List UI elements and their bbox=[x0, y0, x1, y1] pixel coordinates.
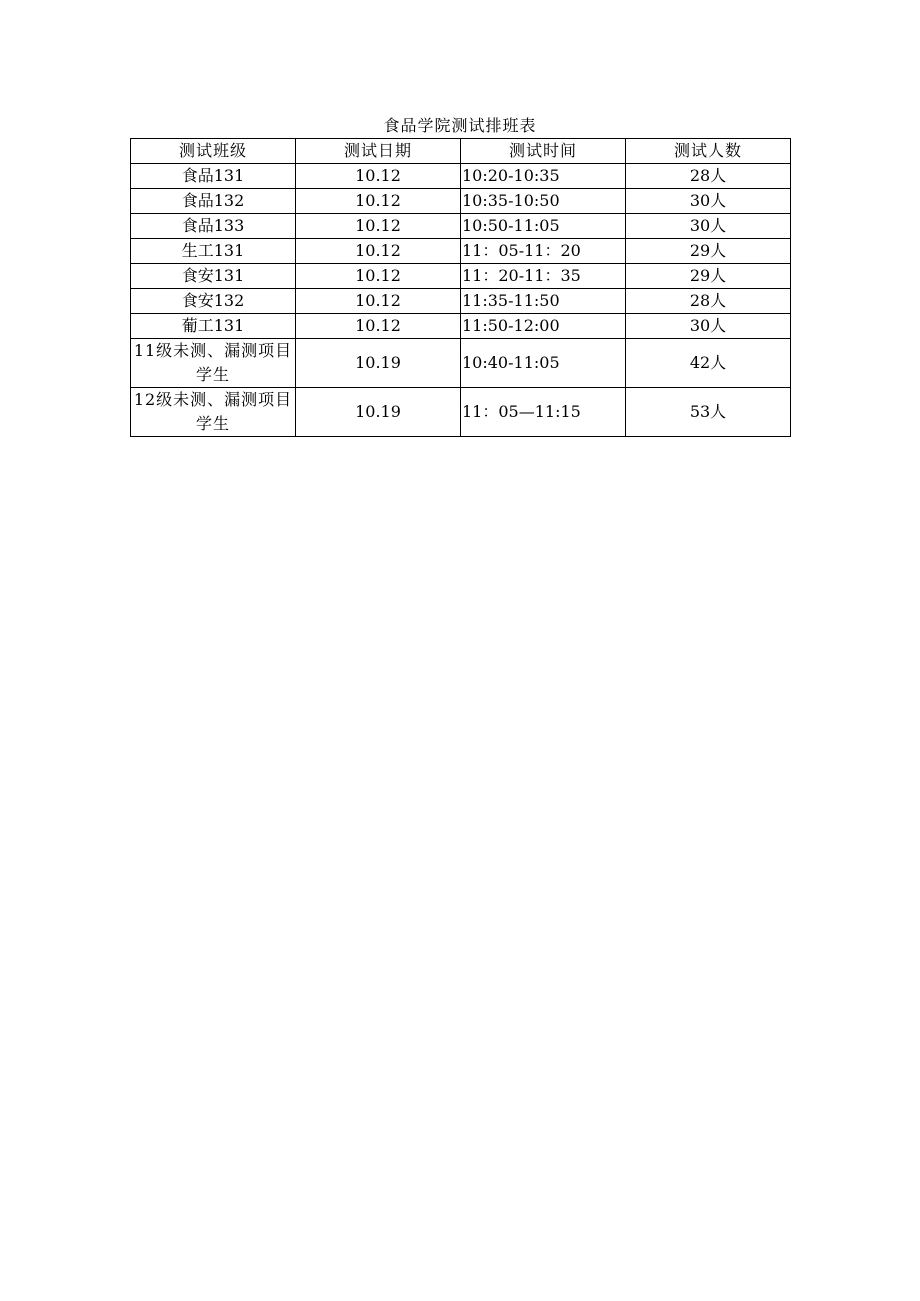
cell-class: 生工131 bbox=[131, 239, 296, 264]
page-title: 食品学院测试排班表 bbox=[383, 116, 537, 135]
cell-class: 食品133 bbox=[131, 214, 296, 239]
cell-date: 10.12 bbox=[296, 314, 461, 339]
cell-count: 28人 bbox=[626, 164, 791, 189]
header-date: 测试日期 bbox=[296, 139, 461, 164]
header-count: 测试人数 bbox=[626, 139, 791, 164]
cell-count: 29人 bbox=[626, 239, 791, 264]
cell-time: 10:20-10:35 bbox=[461, 164, 626, 189]
cell-date: 10.12 bbox=[296, 289, 461, 314]
cell-date: 10.12 bbox=[296, 264, 461, 289]
table-row bbox=[131, 388, 791, 437]
cell-class: 食安131 bbox=[131, 264, 296, 289]
header-class: 测试班级 bbox=[131, 139, 296, 164]
table-row bbox=[131, 289, 791, 314]
schedule-table bbox=[130, 138, 791, 437]
table-row bbox=[131, 164, 791, 189]
cell-count: 28人 bbox=[626, 289, 791, 314]
table-row bbox=[131, 339, 791, 388]
cell-class: 食安132 bbox=[131, 289, 296, 314]
cell-count: 29人 bbox=[626, 264, 791, 289]
cell-class: 11级未测、漏测项目学生 bbox=[131, 339, 296, 388]
cell-time: 11:35-11:50 bbox=[461, 289, 626, 314]
table-header-row bbox=[131, 139, 791, 164]
cell-time: 10:35-10:50 bbox=[461, 189, 626, 214]
cell-date: 10.19 bbox=[296, 388, 461, 437]
cell-time: 11：05—11:15 bbox=[461, 388, 626, 437]
cell-time: 10:50-11:05 bbox=[461, 214, 626, 239]
cell-date: 10.12 bbox=[296, 214, 461, 239]
table-row bbox=[131, 239, 791, 264]
table-row bbox=[131, 214, 791, 239]
cell-time: 11:50-12:00 bbox=[461, 314, 626, 339]
cell-class: 食品131 bbox=[131, 164, 296, 189]
cell-count: 42人 bbox=[626, 339, 791, 388]
cell-date: 10.19 bbox=[296, 339, 461, 388]
table-row bbox=[131, 314, 791, 339]
cell-count: 30人 bbox=[626, 214, 791, 239]
cell-count: 30人 bbox=[626, 189, 791, 214]
cell-count: 53人 bbox=[626, 388, 791, 437]
cell-time: 11：20-11：35 bbox=[461, 264, 626, 289]
header-time: 测试时间 bbox=[461, 139, 626, 164]
table-row bbox=[131, 189, 791, 214]
cell-date: 10.12 bbox=[296, 189, 461, 214]
cell-time: 11：05-11：20 bbox=[461, 239, 626, 264]
cell-time: 10:40-11:05 bbox=[461, 339, 626, 388]
cell-class: 12级未测、漏测项目学生 bbox=[131, 388, 296, 437]
table-row bbox=[131, 264, 791, 289]
cell-class: 食品132 bbox=[131, 189, 296, 214]
cell-date: 10.12 bbox=[296, 239, 461, 264]
cell-count: 30人 bbox=[626, 314, 791, 339]
cell-date: 10.12 bbox=[296, 164, 461, 189]
cell-class: 葡工131 bbox=[131, 314, 296, 339]
